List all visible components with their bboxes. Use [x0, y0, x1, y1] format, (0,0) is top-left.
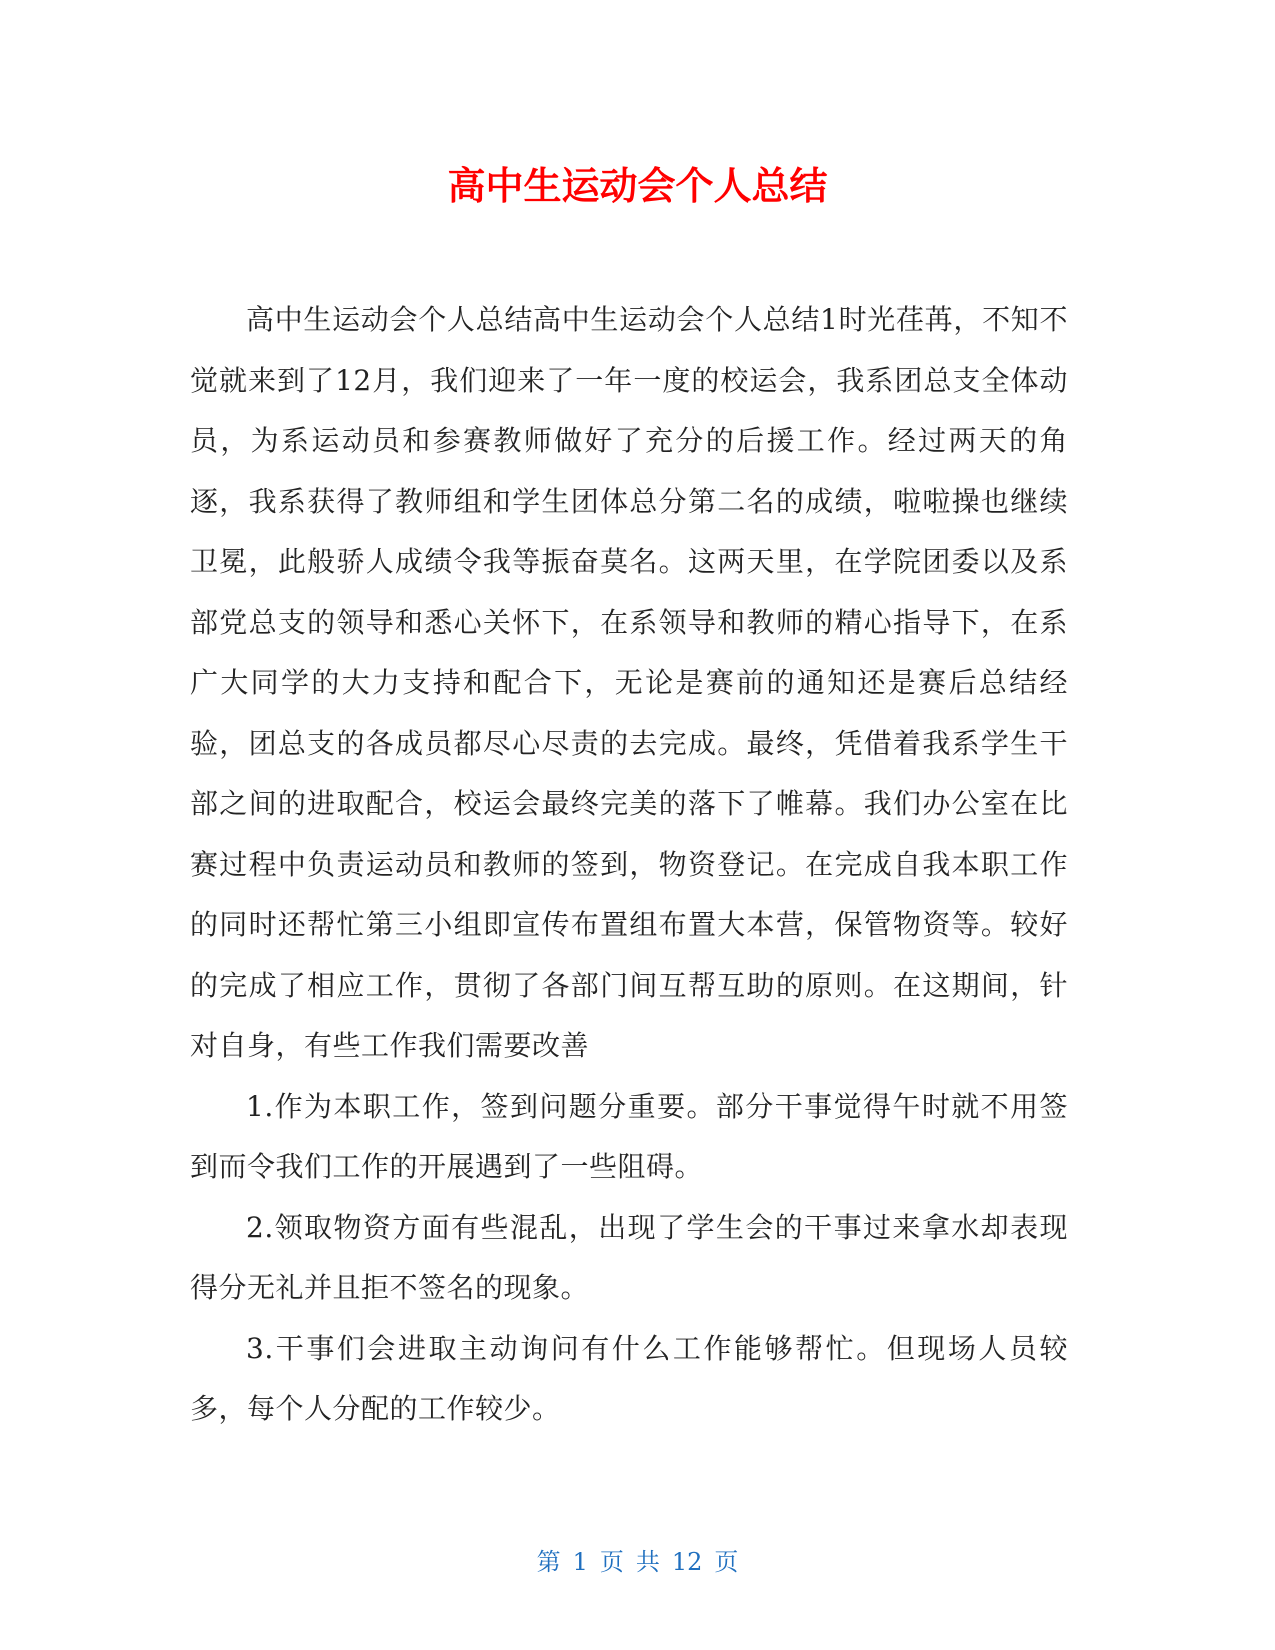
- document-body: [190, 290, 1068, 1440]
- footer-prefix: 第: [536, 1548, 561, 1576]
- body-paragraph-intro: 高中生运动会个人总结高中生运动会个人总结1时光荏苒，不知不觉就来到了12月，我们迎来了一年一度的校运会，我系团总支全体动员，为系运动员和参赛教师做好了充分的后援工作。经过两天的角逐，我系获得了教师组和学生团体总分第二名的成绩，啦啦操也继续卫冕，此般骄人成绩令我等振奋莫名。这两天里，在学院团委以及系部党总支的领导和悉心关怀下，在系领导和教师的精心指导下，在系广大同学的大力支持和配合下，无论是赛前的通知还是赛后总结经验，团总支的各成员都尽心尽责的去完成。最终，凭借着我系学生干部之间的进取配合，校运会最终完美的落下了帷幕。我们办公室在比赛过程中负责运动员和教师的签到，物资登记。在完成自我本职工作的同时还帮忙第三小组即宣传布置组布置大本营，保管物资等。较好的完成了相应工作，贯彻了各部门间互帮互助的原则。在这期间，针对自身，有些工作我们需要改善: [190, 303, 1068, 1062]
- body-paragraph-item-2: 2.领取物资方面有些混乱，出现了学生会的干事过来拿水却表现得分无礼并且拒不签名的现象。: [190, 1210, 1068, 1304]
- document-title: 高中生运动会个人总结: [447, 164, 828, 208]
- footer-total-pages: 12: [671, 1548, 703, 1576]
- body-paragraph-item-3: 3.干事们会进取主动询问有什么工作能够帮忙。但现场人员较多，每个人分配的工作较少。: [190, 1331, 1068, 1425]
- footer-suffix: 页: [714, 1548, 739, 1576]
- body-paragraph-item-1: 1.作为本职工作，签到问题分重要。部分干事觉得午时就不用签到而令我们工作的开展遇到了一些阻碍。: [190, 1089, 1068, 1183]
- footer-page-word: 页: [599, 1548, 624, 1576]
- footer-total-word: 共: [635, 1548, 660, 1576]
- page-number-footer: [0, 1546, 1275, 1578]
- footer-current-page: 1: [572, 1548, 588, 1576]
